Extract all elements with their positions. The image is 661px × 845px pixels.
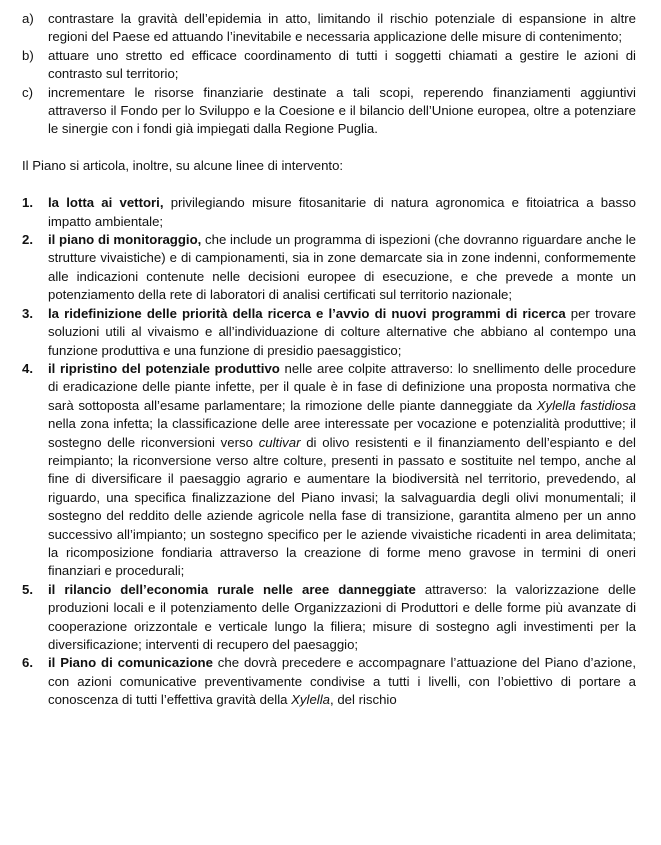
item-heading: il piano di monitoraggio, (48, 232, 202, 248)
list-marker: 4. (22, 360, 33, 376)
item-body: che dovrà precedere e accompagnare l’attuazione del Piano d’azione, con azioni comunicative preventivamente condivise a tutti i livelli, con l’obiettivo di portare a conoscenza di tutti l’effettiva gravità della (48, 655, 636, 708)
numbered-list (22, 194, 636, 709)
list-item-a (22, 10, 636, 47)
list-item-text: incrementare le risorse finanziarie destinate a tali scopi, reperendo finanziamenti aggiuntivi attraverso il Fondo per lo Sviluppo e la Coesione e il bilancio dell’Unione europea, oltre a potenziare le sinergie con i fondi già impiegati dalla Regione Puglia. (48, 84, 636, 137)
list-item-text (48, 194, 636, 231)
item-heading: il Piano di comunicazione (48, 655, 213, 671)
item-body: attraverso: la valorizzazione delle produzioni locali e il potenziamento delle Organizzazioni di Produttori e delle forme più avanzate di cooperazione orizzontale e verticale lungo la filiera; misure di sostegno agli investimenti per la diversificazione; interventi di recupero del paesaggio; (48, 581, 636, 652)
item-body: di olivo resistenti e il finanziamento dell’espianto e del reimpianto; la riconversione verso altre colture, presenti in passato e sostituite nel tempo, anche al fine di diversificare il paesaggio agrario e aumentare la biodiversità nel territorio, prevedendo, al riguardo, una specifica finalizzazione del Piano invasi; la salvaguardia degli olivi monumentali; il sostegno del reddito delle aziende agricole nella fase di transizione, garantita almeno per un anno successivo all’impianto; un sostegno specifico per le aziende vivaistiche ricadenti in area delimitata; la ricomposizione fondiaria attraverso la creazione di forme meno gravose in termini di oneri finanziari e procedurali; (48, 434, 636, 579)
list-marker: a) (22, 11, 34, 26)
item-heading: il rilancio dell’economia rurale nelle aree danneggiate (48, 581, 416, 597)
item-heading: la ridefinizione delle priorità della ricerca e l’avvio di nuovi programmi di ricerca (48, 305, 566, 321)
list-item-text (48, 581, 636, 655)
list-marker: 3. (22, 305, 33, 321)
list-item-text (48, 231, 636, 305)
list-item-5 (22, 581, 636, 655)
list-marker: c) (22, 84, 33, 100)
italic-term: cultivar (258, 434, 301, 450)
italic-term: Xylella fastidiosa (536, 397, 636, 413)
document-page (22, 10, 636, 710)
list-item-c (22, 84, 636, 139)
item-body: privilegiando misure fitosanitarie di natura agronomica e fitoiatrica a basso impatto ambientale; (48, 195, 636, 229)
item-body: nelle aree colpite attraverso: lo snellimento delle procedure di eradicazione delle piante infette, per il quale è in fase di definizione una proposta normativa che sarà sottoposta all’esame parlamentare; la rimozione delle piante danneggiate da (48, 360, 637, 413)
list-marker: 1. (22, 195, 33, 211)
list-item-text (48, 654, 636, 709)
list-item-1 (22, 194, 636, 231)
list-item-b (22, 47, 636, 84)
list-item-4 (22, 360, 636, 581)
item-body: che include un programma di ispezioni (che dovranno riguardare anche le strutture vivaistiche) e di campionamenti, sia in zone demarcate sia in zone indenni, conformemente alle indicazioni contenute nelle decisioni europee di esecuzione, e che prevede a monte un potenziamento della rete di laboratori di analisi certificati sul territorio nazionale; (48, 232, 636, 303)
list-marker: 2. (22, 232, 33, 248)
list-item-text: attuare uno stretto ed efficace coordinamento di tutti i soggetti chiamati a gestire le azioni di contrasto sul territorio; (48, 47, 636, 82)
item-heading: il ripristino del potenziale produttivo (48, 360, 280, 376)
list-item-2 (22, 231, 636, 305)
list-marker: 5. (22, 581, 33, 597)
list-item-3 (22, 305, 636, 360)
list-item-6 (22, 654, 636, 709)
item-body: nella zona infetta; la classificazione delle aree interessate per vocazione e potenzialità produttive; il sostegno delle riconversioni verso (48, 416, 636, 450)
intro-paragraph: Il Piano si articola, inoltre, su alcune linee di intervento: (22, 157, 344, 173)
list-marker: 6. (22, 655, 33, 671)
list-item-text (48, 305, 636, 360)
item-body: , del rischio (330, 692, 397, 708)
list-item-text (48, 360, 636, 581)
list-item-text: contrastare la gravità dell’epidemia in atto, limitando il rischio potenziale di espansione in altre regioni del Paese ed attuando l’inevitabile e necessaria applicazione delle misure di contenimento; (48, 11, 636, 45)
list-marker: b) (22, 47, 34, 63)
italic-term: Xylella (291, 692, 330, 708)
item-body: per trovare soluzioni utili al vivaismo e all’individuazione di colture alternative che abbiano al contempo una funzione produttiva e una funzione di presidio paesaggistico; (48, 305, 636, 358)
lettered-list (22, 10, 636, 139)
item-heading: la lotta ai vettori, (48, 195, 164, 211)
